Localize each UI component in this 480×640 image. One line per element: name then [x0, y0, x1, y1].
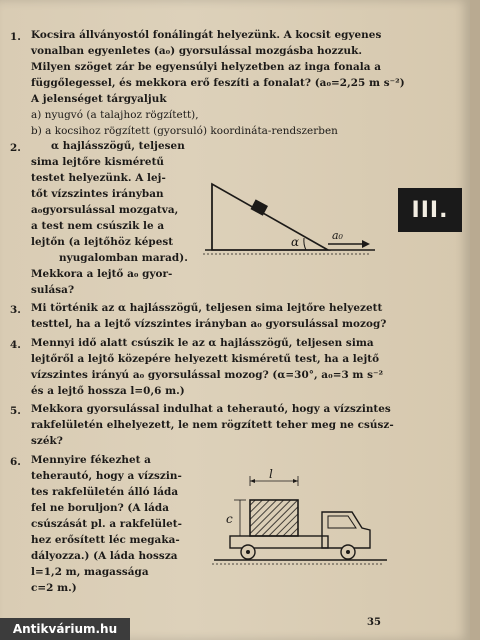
crate — [250, 500, 298, 536]
problem-6-line: tes rakfelületén álló láda — [31, 486, 179, 498]
truck-window — [328, 516, 356, 528]
problem-5-line: Mekkora gyorsulással indulhat a teherautó, hogy a vízszintes — [31, 403, 391, 415]
problem-2-line: testet helyezünk. A lej- — [31, 172, 166, 184]
wheel-front-hub — [346, 550, 350, 554]
chapter-badge: III. — [398, 188, 462, 232]
problem-2-line: Mekkora a lejtő a₀ gyor- — [31, 268, 173, 280]
problem-2-line: tőt vízszintes irányban — [31, 188, 164, 200]
problem-6-line: c=2 m.) — [31, 582, 77, 594]
problem-6-line: teherautó, hogy a vízszin- — [31, 470, 182, 482]
problem-4-line: és a lejtő hossza l=0,6 m.) — [31, 385, 185, 397]
dim-l-arrow-left — [250, 479, 255, 483]
problem-2-number: 2. — [10, 142, 21, 154]
acceleration-label: a₀ — [332, 229, 343, 242]
angle-arc — [304, 238, 306, 250]
incline-wedge — [212, 184, 328, 250]
problem-4-line: Mennyi idő alatt csúszik le az α hajlásszögű, teljesen sima — [31, 337, 374, 349]
problem-6-line: Mennyire fékezhet a — [31, 454, 151, 466]
problem-4-line: vízszintes irányú a₀ gyorsulással mozog? (α=30°, a₀=3 m s⁻² — [31, 369, 384, 381]
problem-6-line: fel ne boruljon? (A láda — [31, 502, 170, 514]
problem-6-line: l=1,2 m, magassága — [31, 566, 149, 578]
problem-3-line: testtel, ha a lejtő vízszintes irányban a₀ gyorsulással mozog? — [31, 318, 387, 330]
angle-label: α — [291, 235, 300, 249]
problem-2-line: nyugalomban marad). — [59, 252, 188, 264]
problem-2-line: a₀gyorsulással mozgatva, — [31, 204, 179, 216]
problem-2-line: sima lejtőre kisméretű — [31, 156, 165, 168]
problem-6-line: hez erősített léc megaka- — [31, 534, 180, 546]
incline-figure — [200, 178, 400, 258]
problem-6-line: dályozza.) (A láda hossza — [31, 550, 178, 562]
wheel-rear-hub — [246, 550, 250, 554]
page-number: 35 — [367, 617, 381, 628]
problem-2-line: lejtőn (a lejtőhöz képest — [31, 236, 174, 248]
problem-5-line: szék? — [31, 435, 63, 447]
problem-6-number: 6. — [10, 456, 21, 468]
problem-1-line: a) nyugvó (a talajhoz rögzített), — [31, 109, 199, 121]
problem-1-line: függőlegessel, és mekkora erő feszíti a fonalat? (a₀=2,25 m s⁻²) — [31, 77, 405, 89]
truck-cab — [322, 512, 370, 548]
problem-2-line: a test nem csúszik le a — [31, 220, 165, 232]
problem-4-line: lejtőről a lejtő közepére helyezett kisméretű test, ha a lejtő — [31, 353, 380, 365]
problem-3-line: Mi történik az α hajlásszögű, teljesen sima lejtőre helyezett — [31, 302, 383, 314]
height-label: c — [226, 512, 233, 526]
problem-4-number: 4. — [10, 339, 21, 351]
watermark: Antikvárium.hu — [0, 618, 130, 640]
problem-5-number: 5. — [10, 405, 21, 417]
dim-l-arrow-right — [293, 479, 298, 483]
problem-2-line: α hajlásszögű, teljesen — [51, 140, 185, 152]
truck-figure — [212, 467, 392, 582]
problem-1-number: 1. — [10, 31, 21, 43]
problem-1-line: A jelenséget tárgyaljuk — [31, 93, 167, 105]
small-body — [250, 199, 268, 215]
problem-6-line: csúszását pl. a rakfelület- — [31, 518, 183, 530]
length-label: l — [269, 467, 273, 481]
problem-1-line: vonalban egyenletes (a₀) gyorsulással mozgásba hozzuk. — [31, 45, 363, 57]
problem-1-line: Kocsira állványostól fonálingát helyezünk. A kocsit egyenes — [31, 29, 382, 41]
problem-1-line: b) a kocsihoz rögzített (gyorsuló) koordináta-rendszerben — [31, 125, 338, 137]
problem-2-line: sulása? — [31, 284, 75, 296]
acceleration-arrowhead — [362, 240, 370, 248]
problem-3-number: 3. — [10, 304, 21, 316]
problem-1-line: Milyen szöget zár be egyensúlyi helyzetben az inga fonala a — [31, 61, 381, 73]
problem-5-line: rakfelületén elhelyezett, le nem rögzített teher meg ne csúsz- — [31, 419, 394, 431]
